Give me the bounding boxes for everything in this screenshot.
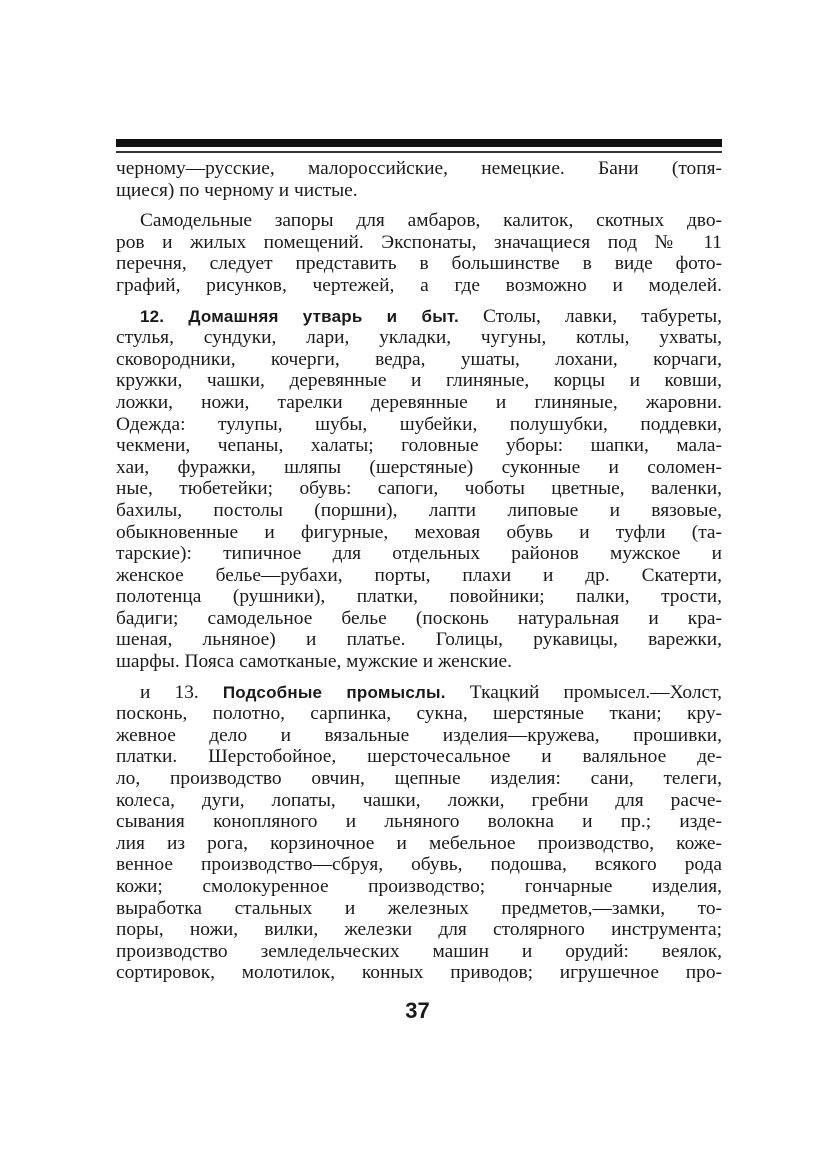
text-line: женское белье—рубахи, порты, плахи и др. Скатерти,	[116, 564, 722, 586]
text-line: ные, тюбетейки; обувь: сапоги, чоботы цветные, валенки,	[116, 478, 722, 500]
text-line: полотенца (рушники), платки, повойники; палки, трости,	[116, 586, 722, 608]
text-line: венное производство—сбруя, обувь, подошва, всякого рода	[116, 854, 722, 876]
text-line: ложки, ножи, тарелки деревянные и глиняные, жаровни.	[116, 391, 722, 413]
text-line: сортировок, молотилок, конных приводов; игрушечное про-	[116, 962, 722, 984]
text-line: шарфы. Пояса самотканые, мужские и женские.	[116, 651, 512, 673]
paragraph-1	[116, 158, 722, 201]
text-line: обыкновенные и фигурные, меховая обувь и туфли (та-	[116, 521, 722, 543]
paragraph-4-crafts	[116, 682, 722, 984]
paragraph-2	[116, 210, 722, 296]
header-rule-thick	[116, 139, 722, 147]
text-line: ров и жилых помещений. Экспонаты, значащиеся под № 11	[116, 231, 722, 253]
paragraph-3-household	[116, 306, 722, 673]
text-line: перечня, следует представить в большинстве в виде фото-	[116, 253, 722, 275]
text-line: платки. Шерстобойное, шерсточесальное и валяльное де-	[116, 746, 722, 768]
text-line: лия из рога, корзиночное и мебельное производство, коже-	[116, 832, 722, 854]
heading-lead: и 13.	[140, 681, 199, 703]
heading-line-rest: Столы, лавки, табуреты,	[483, 305, 722, 327]
text-line: черному—русские, малороссийские, немецкие. Бани (топя-	[116, 158, 722, 179]
text-line: колеса, дуги, лопаты, чашки, ложки, гребни для расче-	[116, 789, 722, 811]
text-line: стулья, сундуки, лари, укладки, чугуны, котлы, ухваты,	[116, 327, 722, 349]
text-line: бадиги; самодельное белье (посконь натуральная и кра-	[116, 607, 722, 629]
text-line-heading	[116, 682, 722, 704]
text-line: сывания конопляного и льняного волокна и пр.; изде-	[116, 811, 722, 833]
section-heading-13: Подсобные промыслы.	[222, 682, 446, 702]
heading-line-rest: Ткацкий промысел.—Холст,	[469, 681, 722, 703]
text-line: кожи; смолокуренное производство; гончарные изделия,	[116, 876, 722, 897]
text-line: Одежда: тулупы, шубы, шубейки, полушубки, поддевки,	[116, 413, 722, 435]
text-line: графий, рисунков, чертежей, а где возможно и моделей.	[116, 274, 722, 296]
text-line: сковородники, кочерги, ведра, ушаты, лохани, корчаги,	[116, 348, 722, 370]
body-text	[116, 158, 722, 984]
text-line: бахилы, постолы (поршни), лапти липовые и вязовые,	[116, 499, 722, 521]
text-line: щиеся) по черному и чистые.	[116, 179, 358, 201]
text-line: кружки, чашки, деревянные и глиняные, корцы и ковши,	[116, 370, 722, 392]
text-line: производство земледельческих машин и орудий: веялок,	[116, 940, 722, 962]
text-line: тарские): типичное для отдельных районов мужское и	[116, 543, 722, 565]
page-number: 37	[405, 998, 430, 1023]
section-heading-12: 12. Домашняя утварь и быт.	[140, 306, 459, 326]
header-rule-thin	[116, 151, 722, 153]
text-line: шеная, льняное) и платье. Голицы, рукавицы, варежки,	[116, 629, 722, 651]
text-line: посконь, полотно, сарпинка, сукна, шерстяные ткани; кру-	[116, 703, 722, 725]
text-line: ло, производство овчин, щепные изделия: сани, телеги,	[116, 768, 722, 790]
text-line: Самодельные запоры для амбаров, калиток, скотных дво-	[140, 210, 722, 232]
text-line-heading	[116, 306, 722, 328]
text-line: хаи, фуражки, шляпы (шерстяные) суконные и соломен-	[116, 456, 722, 478]
text-line: выработка стальных и железных предметов,—замки, то-	[116, 897, 722, 919]
text-line: поры, ножи, вилки, железки для столярного инструмента;	[116, 919, 722, 941]
text-line: жевное дело и вязальные изделия—кружева, прошивки,	[116, 724, 722, 746]
text-line: чекмени, чепаны, халаты; головные уборы: шапки, мала-	[116, 435, 722, 457]
